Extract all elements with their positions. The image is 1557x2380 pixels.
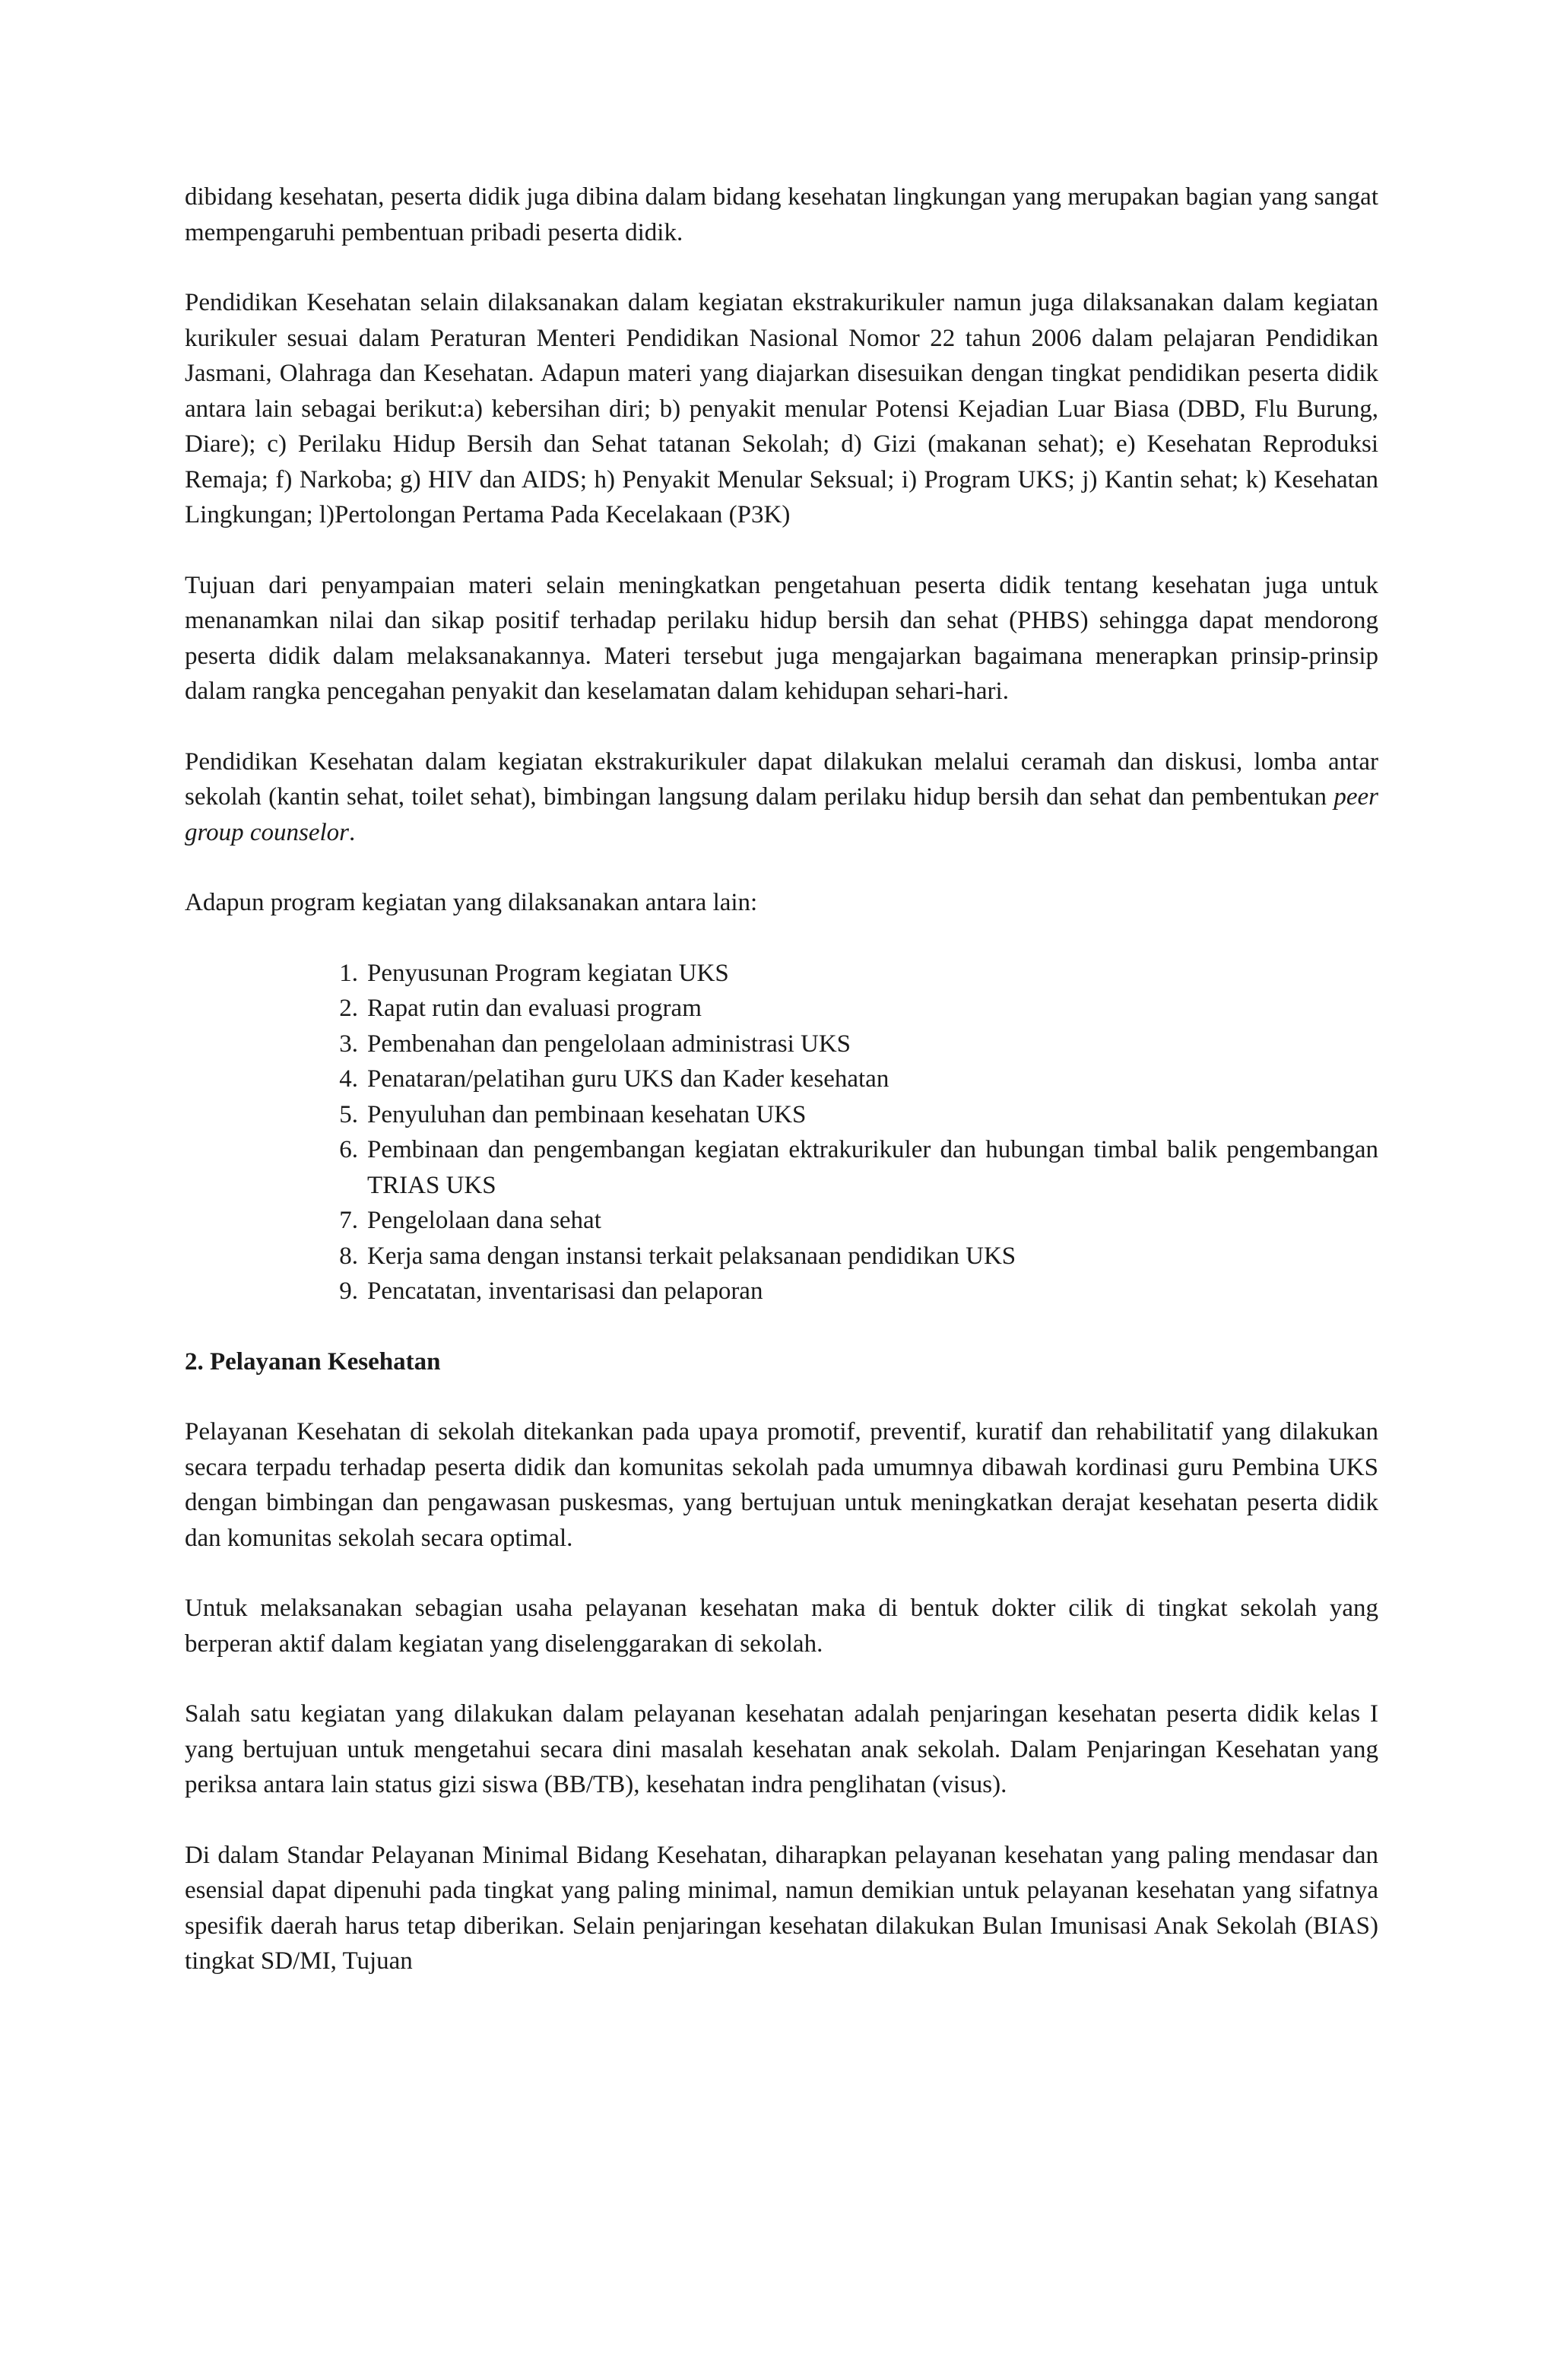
list-item — [339, 1203, 1378, 1239]
list-item-text: Penyusunan Program kegiatan UKS — [367, 959, 729, 987]
paragraph-health-education-curriculum: Pendidikan Kesehatan selain dilaksanakan dalam kegiatan ekstrakurikuler namun juga dilaksanakan dalam kegiatan kurikuler sesuai dalam Peraturan Menteri Pendidikan Nasional Nomor 22 tahun 2006 dalam pelajaran Pendidikan Jasmani, Olahraga dan Kesehatan. Adapun materi yang diajarkan disesuikan dengan tingkat pendidikan peserta didik antara lain sebagai berikut:a) kebersihan diri; b) penyakit menular Potensi Kejadian Luar Biasa (DBD, Flu Burung, Diare); c) Perilaku Hidup Bersih dan Sehat tatanan Sekolah; d) Gizi (makanan sehat); e) Kesehatan Reproduksi Remaja; f) Narkoba; g) HIV dan AIDS; h) Penyakit Menular Seksual; i) Program UKS; j) Kantin sehat; k) Kesehatan Lingkungan; l)Pertolongan Pertama Pada Kecelakaan (P3K) — [185, 289, 1378, 528]
paragraph-material-purpose: Tujuan dari penyampaian materi selain meningkatkan pengetahuan peserta didik tentang kesehatan juga untuk menanamkan nilai dan sikap positif terhadap perilaku hidup bersih dan sehat (PHBS) sehingga dapat mendorong peserta didik dalam melaksanakannya. Materi tersebut juga mengajarkan bagaimana menerapkan prinsip-prinsip dalam rangka pencegahan penyakit dan keselamatan dalam kehidupan sehari-hari. — [185, 571, 1378, 705]
list-item — [339, 1097, 1378, 1133]
paragraph-minimum-service-standard: Di dalam Standar Pelayanan Minimal Bidang Kesehatan, diharapkan pelayanan kesehatan yang paling mendasar dan esensial dapat dipenuhi pada tingkat yang paling minimal, namun demikian untuk pelayanan kesehatan yang sifatnya spesifik daerah harus tetap diberikan. Selain penjaringan kesehatan dilakukan Bulan Imunisasi Anak Sekolah (BIAS) tingkat SD/MI, Tujuan — [185, 1841, 1378, 1975]
paragraph-program-intro: Adapun program kegiatan yang dilaksanakan antara lain: — [185, 889, 758, 916]
document-page — [185, 179, 1378, 2014]
list-item-number: 3. — [339, 1030, 358, 1058]
section-heading-health-services: 2. Pelayanan Kesehatan — [185, 1347, 441, 1376]
list-item-text: Pembenahan dan pengelolaan administrasi UKS — [367, 1030, 851, 1058]
paragraph-health-services-definition: Pelayanan Kesehatan di sekolah ditekankan pada upaya promotif, preventif, kuratif dan rehabilitatif yang dilakukan secara terpadu terhadap peserta didik dan komunitas sekolah pada umumnya dibawah kordinasi guru Pembina UKS dengan bimbingan dan pengawasan puskesmas, yang bertujuan untuk meningkatkan derajat kesehatan peserta didik dan komunitas sekolah secara optimal. — [185, 1418, 1378, 1552]
paragraph-extracurricular-text: Pendidikan Kesehatan dalam kegiatan ekstrakurikuler dapat dilakukan melalui ceramah dan diskusi, lomba antar sekolah (kantin sehat, toilet sehat), bimbingan langsung dalam perilaku hidup bersih dan sehat dan pembentukan — [185, 747, 1378, 811]
list-item — [339, 1239, 1378, 1274]
list-item-text: Penyuluhan dan pembinaan kesehatan UKS — [367, 1100, 807, 1128]
paragraph-little-doctor: Untuk melaksanakan sebagian usaha pelayanan kesehatan maka di bentuk dokter cilik di tingkat sekolah yang berperan aktif dalam kegiatan yang diselenggarakan di sekolah. — [185, 1595, 1378, 1658]
list-item — [339, 1132, 1378, 1203]
list-item-number: 4. — [339, 1065, 358, 1093]
peer-group-counselor-term: peer group counselor — [185, 783, 1378, 846]
list-item-number: 6. — [339, 1136, 358, 1163]
list-item-number: 2. — [339, 995, 358, 1022]
list-item — [339, 1061, 1378, 1097]
list-item-text: Penataran/pelatihan guru UKS dan Kader kesehatan — [367, 1065, 889, 1093]
list-item — [339, 991, 1378, 1027]
paragraph-extracurricular-methods — [185, 744, 1378, 851]
program-activity-list — [185, 956, 1378, 1309]
paragraph-health-environment: dibidang kesehatan, peserta didik juga dibina dalam bidang kesehatan lingkungan yang merupakan bagian yang sangat mempengaruhi pembentuan pribadi peserta didik. — [185, 183, 1378, 246]
list-item-text: Kerja sama dengan instansi terkait pelaksanaan pendidikan UKS — [367, 1242, 1016, 1270]
list-item-text: Rapat rutin dan evaluasi program — [367, 995, 702, 1022]
list-item-text: Pencatatan, inventarisasi dan pelaporan — [367, 1277, 763, 1305]
list-item-number: 9. — [339, 1277, 358, 1305]
list-item-text: Pengelolaan dana sehat — [367, 1207, 601, 1234]
paragraph-health-screening: Salah satu kegiatan yang dilakukan dalam pelayanan kesehatan adalah penjaringan kesehatan peserta didik kelas I yang bertujuan untuk mengetahui secara dini masalah kesehatan anak sekolah. Dalam Penjaringan Kesehatan yang periksa antara lain status gizi siswa (BB/TB), kesehatan indra penglihatan (visus). — [185, 1700, 1378, 1798]
list-item-number: 7. — [339, 1207, 358, 1234]
list-item — [339, 956, 1378, 992]
list-item-number: 1. — [339, 959, 358, 987]
list-item-text: Pembinaan dan pengembangan kegiatan ektrakurikuler dan hubungan timbal balik pengembangan TRIAS UKS — [367, 1136, 1378, 1199]
list-item-number: 5. — [339, 1100, 358, 1128]
list-item — [339, 1027, 1378, 1062]
list-item — [339, 1274, 1378, 1309]
list-item-number: 8. — [339, 1242, 358, 1270]
paragraph-extracurricular-end: . — [349, 818, 356, 846]
